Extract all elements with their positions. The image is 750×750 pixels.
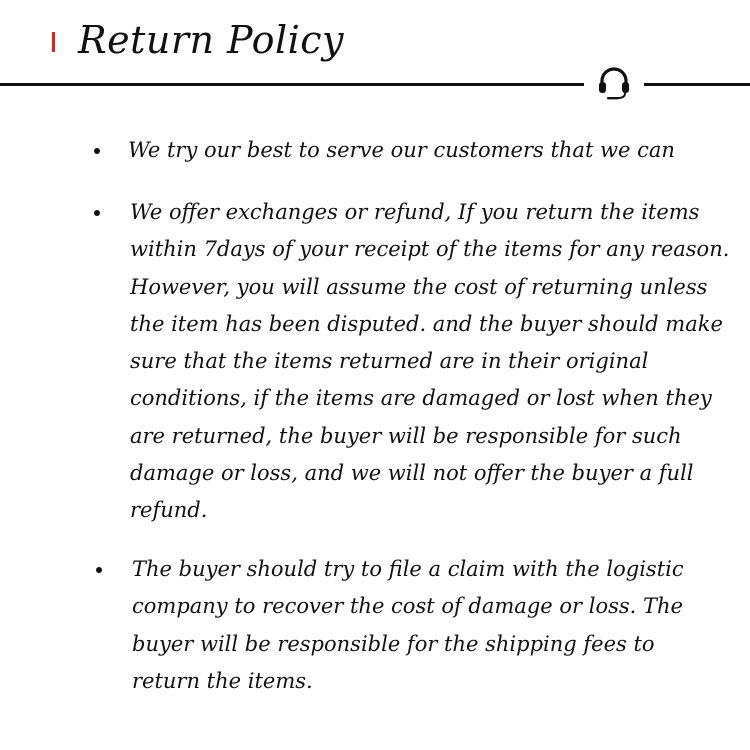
policy-text: We try our best to serve our customers that we can xyxy=(128,138,675,162)
list-item xyxy=(94,132,734,172)
policy-text: The buyer should try to file a claim with the logistic company to recover the cost of damage or loss. The buyer will be responsible for the shipping fees to return the items. xyxy=(132,557,684,693)
policy-text: We offer exchanges or refund, If you return the items within 7days of your receipt of the items for any reason. However, you will assume the cost of returning unless the item has been disputed. and the buyer should make sure that the items returned are in their original conditions, if the items are damaged or lost when they are returned, the buyer will be responsible for such damage or loss, and we will not offer the buyer a full refund. xyxy=(130,200,730,523)
list-item xyxy=(96,551,736,711)
title-accent-bar xyxy=(52,32,55,52)
customer-support-badge xyxy=(584,56,644,108)
list-item xyxy=(94,194,744,534)
headset-icon xyxy=(594,62,634,102)
page-title: Return Policy xyxy=(78,18,345,62)
bullet-dot xyxy=(94,148,100,154)
page-header xyxy=(0,0,750,110)
bullet-dot xyxy=(96,567,102,573)
bullet-dot xyxy=(94,210,100,216)
